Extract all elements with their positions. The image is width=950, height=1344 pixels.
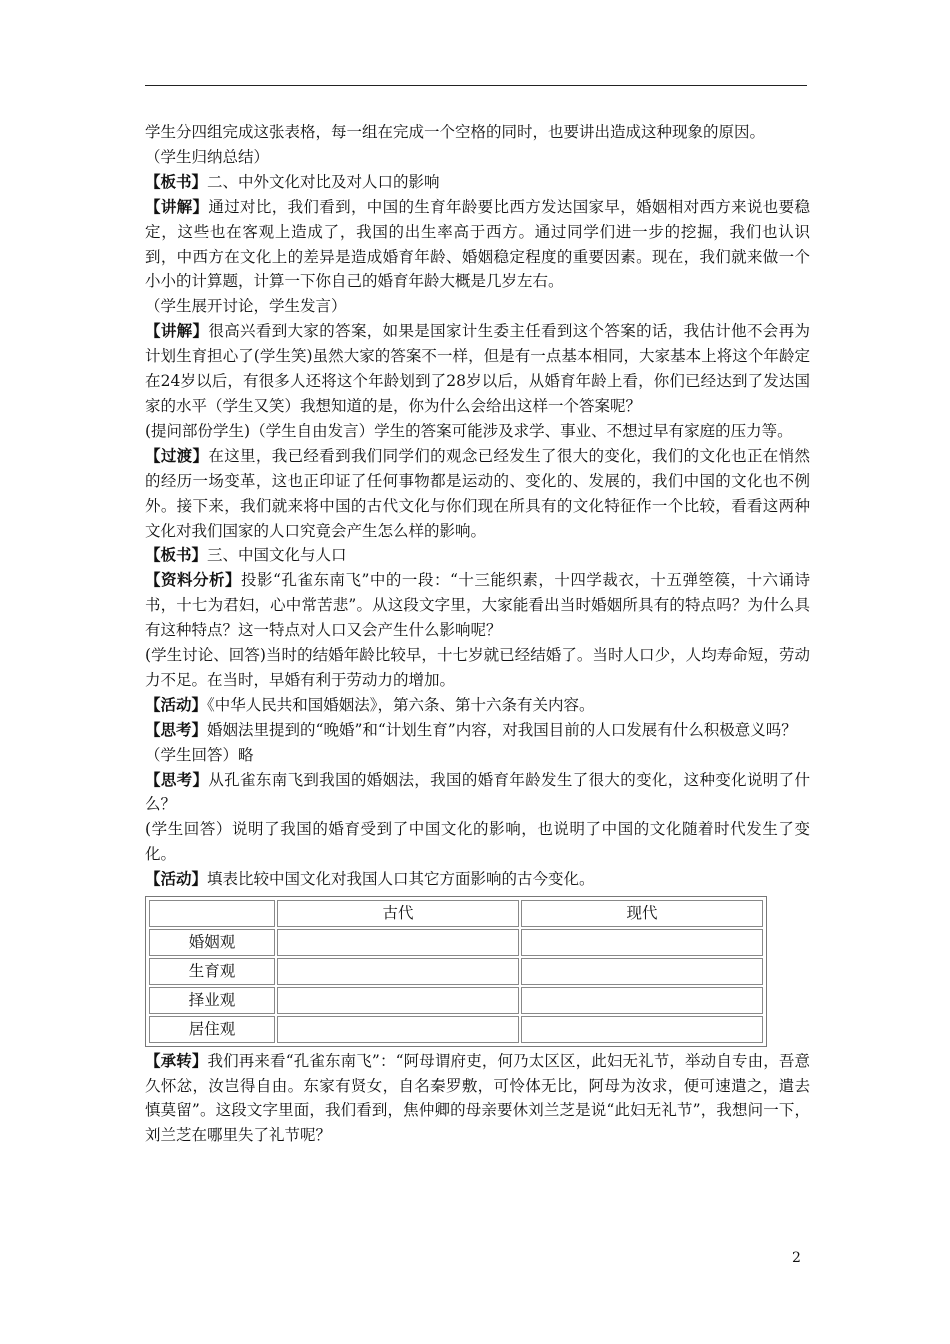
fill-in-cell bbox=[277, 929, 519, 956]
paragraph-text: 《中华人民共和国婚姻法》，第六条、第十六条有关内容。 bbox=[207, 695, 595, 714]
paragraph bbox=[145, 817, 810, 867]
paragraph bbox=[145, 145, 810, 170]
fill-in-cell bbox=[521, 929, 763, 956]
paragraph-list-after-table bbox=[145, 1049, 810, 1149]
table-row bbox=[149, 987, 763, 1014]
paragraph-text: 投影“孔雀东南飞”中的一段：“十三能织素，十四学裁衣，十五弹箜篌，十六诵诗书，十七为君妇，心中常苦悲”。从这段文字里，大家能看出当时婚姻所具有的特点吗？为什么具有这种特点？这一特点对人口又会产生什么影响呢？ bbox=[145, 571, 810, 640]
table-row bbox=[149, 1016, 763, 1043]
paragraph-text: 二、中外文化对比及对人口的影响 bbox=[207, 172, 440, 191]
paragraph-text: 很高兴看到大家的答案，如果是国家计生委主任看到这个答案的话，我估计他不会再为计划生育担心了(学生笑)虽然大家的答案不一样，但是有一点基本相同，大家基本上将这个年龄定在24岁以后，有很多人还将这个年龄划到了28岁以后，从婚育年龄上看，你们已经达到了发达国家的水平（学生又笑）我想知道的是，你为什么会给出这样一个答案呢？ bbox=[145, 322, 810, 415]
paragraph-text: 填表比较中国文化对我国人口其它方面影响的古今变化。 bbox=[207, 870, 595, 889]
fill-in-cell bbox=[277, 987, 519, 1014]
paragraph-text: 我们再来看“孔雀东南飞”：“阿母谓府吏，何乃太区区，此妇无礼节，举动自专由，吾意久怀忿，汝岂得自由。东家有贤女，自名秦罗敷，可怜体无比，阿母为汝求，便可速遣之，遣去慎莫留”。这段文字里面，我们看到，焦仲卿的母亲要休刘兰芝是说“此妇无礼节”，我想问一下，刘兰芝在哪里失了礼节呢？ bbox=[145, 1051, 810, 1145]
section-tag: 【思考】 bbox=[145, 719, 208, 739]
fill-in-cell bbox=[521, 958, 763, 985]
section-tag: 【思考】 bbox=[145, 769, 209, 789]
table-row bbox=[149, 929, 763, 956]
paragraph-text: 婚姻法里提到的“晚婚”和“计划生育”内容，对我国目前的人口发展有什么积极意义吗？ bbox=[207, 720, 797, 739]
paragraph-text: (提问部份学生)（学生自由发言）学生的答案可能涉及求学、事业、不想过早有家庭的压力等。 bbox=[145, 421, 793, 440]
paragraph bbox=[145, 294, 810, 319]
row-label-cell: 生育观 bbox=[149, 958, 275, 985]
fill-in-cell bbox=[277, 1016, 519, 1043]
row-label-cell: 居住观 bbox=[149, 1016, 275, 1043]
row-label-cell: 婚姻观 bbox=[149, 929, 275, 956]
comparison-table bbox=[147, 898, 765, 1045]
paragraph bbox=[145, 543, 810, 568]
paragraph bbox=[145, 444, 810, 544]
paragraph bbox=[145, 170, 810, 195]
section-tag: 【过渡】 bbox=[145, 445, 209, 465]
paragraph bbox=[145, 419, 810, 444]
paragraph bbox=[145, 1049, 810, 1149]
table-header-cell: 现代 bbox=[521, 900, 763, 927]
paragraph bbox=[145, 319, 810, 419]
paragraph-text: （学生回答）略 bbox=[145, 745, 254, 764]
paragraph bbox=[145, 120, 810, 145]
paragraph bbox=[145, 568, 810, 643]
header-rule bbox=[145, 85, 807, 86]
page-number: 2 bbox=[792, 1250, 801, 1266]
comparison-table-frame bbox=[145, 896, 767, 1047]
section-tag: 【活动】 bbox=[145, 694, 208, 714]
paragraph bbox=[145, 195, 810, 295]
paragraph-text: 三、中国文化与人口 bbox=[207, 546, 347, 565]
paragraph bbox=[145, 718, 810, 743]
fill-in-cell bbox=[521, 987, 763, 1014]
paragraph-text: 学生分四组完成这张表格，每一组在完成一个空格的同时，也要讲出造成这种现象的原因。 bbox=[145, 123, 766, 141]
paragraph-text: （学生展开讨论，学生发言） bbox=[145, 297, 347, 316]
section-tag: 【资料分析】 bbox=[145, 570, 242, 590]
paragraph-list bbox=[145, 120, 810, 892]
section-tag: 【承转】 bbox=[145, 1050, 208, 1070]
paragraph-text: 从孔雀东南飞到我国的婚姻法，我国的婚育年龄发生了很大的变化，这种变化说明了什么？ bbox=[145, 770, 810, 814]
fill-in-cell bbox=[277, 958, 519, 985]
paragraph bbox=[145, 643, 810, 693]
table-header-cell: 古代 bbox=[277, 900, 519, 927]
table-header-cell bbox=[149, 900, 275, 927]
paragraph-text: （学生归纳总结） bbox=[145, 147, 270, 166]
paragraph-text: (学生回答）说明了我国的婚育受到了中国文化的影响，也说明了中国的文化随着时代发生了变化。 bbox=[145, 820, 810, 864]
section-tag: 【板书】 bbox=[145, 171, 208, 191]
paragraph bbox=[145, 743, 810, 768]
table-header-row bbox=[149, 900, 763, 927]
paragraph-text: 通过对比，我们看到，中国的生育年龄要比西方发达国家早，婚姻相对西方来说也要稳定，这些也在客观上造成了，我国的出生率高于西方。通过同学们进一步的挖掘，我们也认识到，中西方在文化上的差异是造成婚育年龄、婚姻稳定程度的重要因素。现在，我们就来做一个小小的计算题，计算一下你自己的婚育年龄大概是几岁左右。 bbox=[145, 197, 810, 291]
section-tag: 【讲解】 bbox=[145, 321, 209, 341]
paragraph bbox=[145, 768, 810, 818]
paragraph bbox=[145, 867, 810, 892]
section-tag: 【活动】 bbox=[145, 869, 208, 889]
fill-in-cell bbox=[521, 1016, 763, 1043]
paragraph-text: (学生讨论、回答)当时的结婚年龄比较早，十七岁就已经结婚了。当时人口少，人均寿命短，劳动力不足。在当时，早婚有利于劳动力的增加。 bbox=[145, 646, 810, 689]
paragraph bbox=[145, 693, 810, 718]
row-label-cell: 择业观 bbox=[149, 987, 275, 1014]
document-body bbox=[145, 120, 810, 1148]
table-row bbox=[149, 958, 763, 985]
section-tag: 【讲解】 bbox=[145, 196, 209, 216]
section-tag: 【板书】 bbox=[145, 545, 208, 565]
paragraph-text: 在这里，我已经看到我们同学们的观念已经发生了很大的变化，我们的文化也正在悄然的经历一场变革，这也正印证了任何事物都是运动的、变化的、发展的，我们中国的文化也不例外。接下来，我们就来将中国的古代文化与你们现在所具有的文化特征作一个比较，看看这两种文化对我们国家的人口究竟会产生怎么样的影响。 bbox=[145, 446, 810, 540]
